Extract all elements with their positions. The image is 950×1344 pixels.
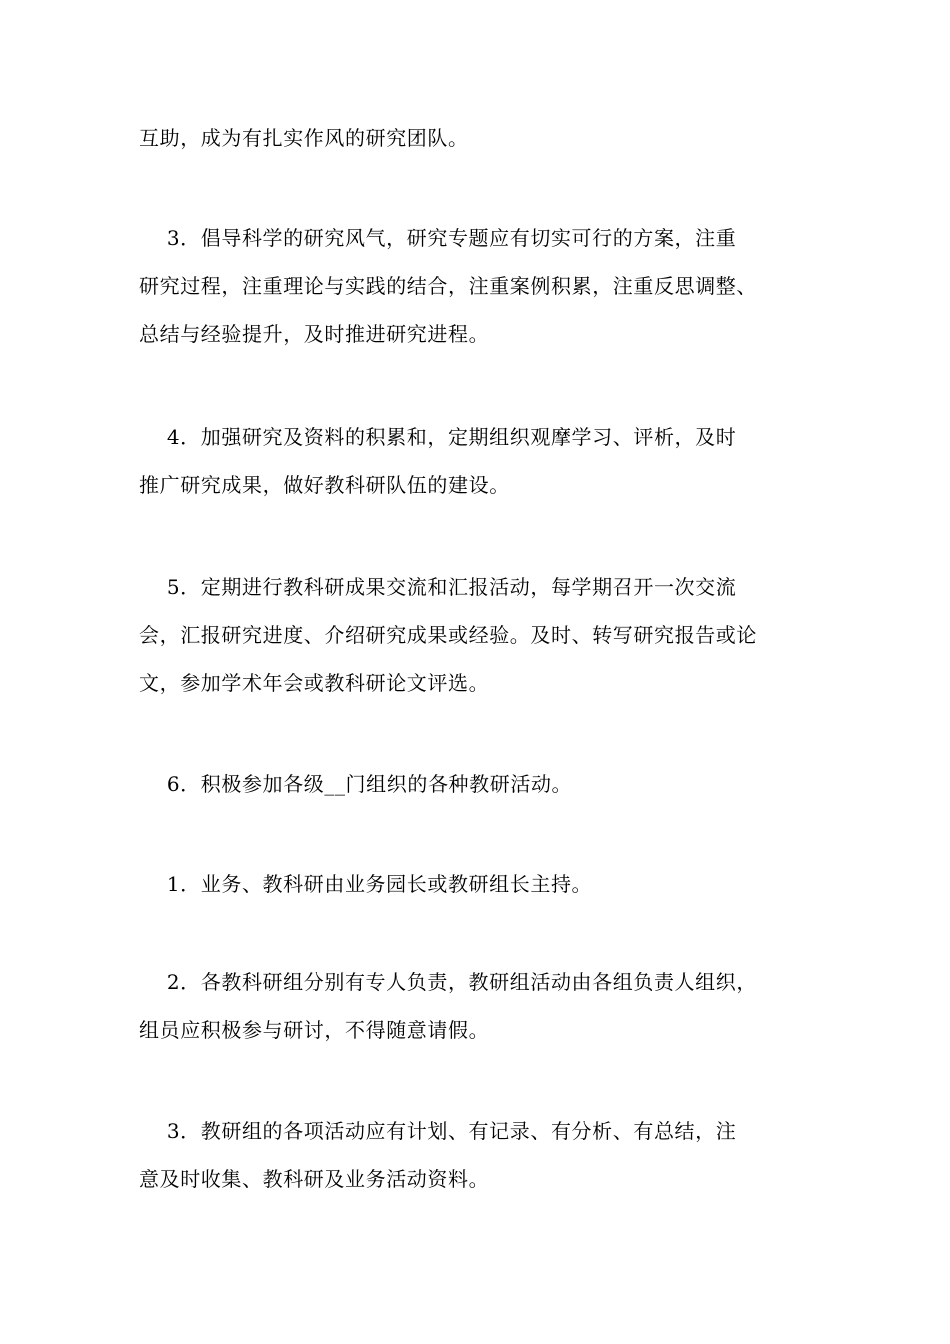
text-line: 互助，成为有扎实作风的研究团队。	[139, 126, 469, 150]
text-line: 总结与经验提升，及时推进研究进程。	[139, 322, 490, 346]
text-line: 3．倡导科学的研究风气，研究专题应有切实可行的方案，注重	[139, 226, 737, 250]
paragraph-team-mutual-aid	[139, 114, 819, 162]
text-line: 3．教研组的各项活动应有计划、有记录、有分析、有总结，注	[139, 1119, 737, 1143]
paragraph-item-4-accumulation	[139, 413, 819, 509]
text-line: 4．加强研究及资料的积累和，定期组织观摩学习、评析，及时	[139, 425, 737, 449]
paragraph-item-1-hosting	[139, 860, 819, 908]
text-line: 6．积极参加各级__门组织的各种教研活动。	[139, 772, 573, 796]
text-line: 5．定期进行教科研成果交流和汇报活动，每学期召开一次交流	[139, 575, 737, 599]
paragraph-item-3-research-culture	[139, 214, 819, 358]
paragraph-item-6-activities	[139, 760, 819, 808]
text-line: 组员应积极参与研讨，不得随意请假。	[139, 1018, 490, 1042]
text-line: 文，参加学术年会或教科研论文评选。	[139, 671, 490, 695]
text-line: 2．各教科研组分别有专人负责，教研组活动由各组负责人组织，	[139, 970, 757, 994]
text-line: 推广研究成果，做好教科研队伍的建设。	[139, 473, 510, 497]
paragraph-item-3-records	[139, 1107, 819, 1203]
paragraph-item-5-exchange	[139, 563, 819, 707]
text-line: 研究过程，注重理论与实践的结合，注重案例积累，注重反思调整、	[139, 274, 757, 298]
text-line: 1．业务、教科研由业务园长或教研组长主持。	[139, 872, 593, 896]
text-line: 意及时收集、教科研及业务活动资料。	[139, 1167, 490, 1191]
text-line: 会，汇报研究进度、介绍研究成果或经验。及时、转写研究报告或论	[139, 623, 757, 647]
paragraph-item-2-responsibility	[139, 958, 819, 1054]
